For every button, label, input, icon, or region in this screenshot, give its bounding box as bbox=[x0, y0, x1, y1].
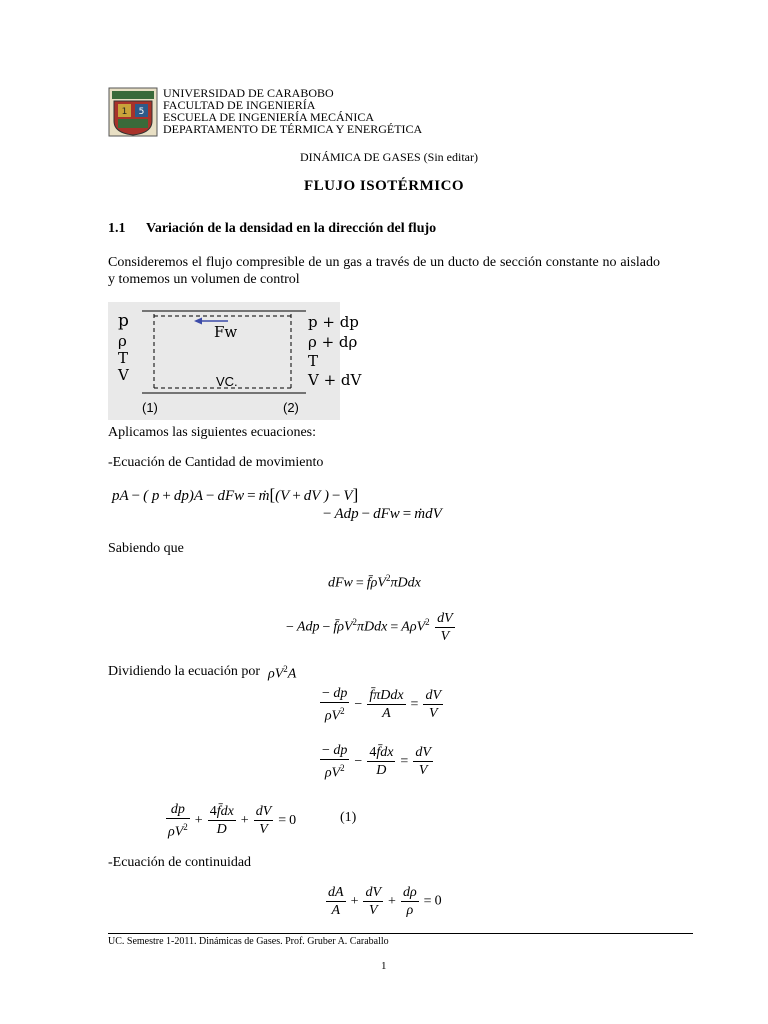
intro-paragraph: Consideremos el flujo compresible de un gas a través de un ducto de sección constante no aislado y tomemos un volumen de control bbox=[108, 255, 660, 287]
knowing-text: Sabiendo que bbox=[108, 541, 184, 556]
header-faculty: FACULTAD DE INGENIERÍA bbox=[163, 98, 316, 112]
momentum-heading: -Ecuación de Cantidad de movimiento bbox=[108, 455, 324, 470]
apply-text: Aplicamos las siguientes ecuaciones: bbox=[108, 425, 316, 440]
diagram-right-t: T bbox=[308, 352, 319, 370]
svg-text:5: 5 bbox=[138, 107, 145, 117]
header-school: ESCUELA DE INGENIERÍA MECÁNICA bbox=[163, 110, 374, 124]
document-subtitle: DINÁMICA DE GASES (Sin editar) bbox=[300, 150, 478, 164]
momentum-equation: pA − ( p + dp)A − dFw = ṁ[(V + dV ) − V] bbox=[112, 485, 359, 504]
header-department: DEPARTAMENTO DE TÉRMICA Y ENERGÉTICA bbox=[163, 122, 423, 136]
dividing-text: Dividiendo la ecuación por bbox=[108, 664, 261, 679]
friction-force-equation: dFw = $f̄\rho V^2\pi Ddx$ bbox=[328, 573, 421, 591]
page-title: FLUJO ISOTÉRMICO bbox=[304, 178, 465, 194]
divided-equation-1: $\frac{- dp}{\rho V^2}$ − $\frac{\text{f̄πDdx}}{A}$ = $\frac{dV}{V}$ bbox=[322, 686, 442, 724]
diagram-vc-label: VC. bbox=[216, 374, 238, 389]
momentum-equation-reduced: − Adp − dFw = ṁdV bbox=[323, 506, 442, 522]
footer-divider bbox=[108, 933, 693, 934]
equation-1-number: (1) bbox=[340, 810, 357, 825]
continuity-heading: -Ecuación de continuidad bbox=[108, 855, 252, 870]
diagram-right-rho: ρ + dρ bbox=[308, 333, 358, 351]
diagram-left-v: V bbox=[118, 366, 129, 384]
section-heading: Variación de la densidad en la dirección del flujo bbox=[146, 221, 437, 236]
header-university: UNIVERSIDAD DE CARABOBO bbox=[163, 86, 334, 100]
diagram-left-t: T bbox=[118, 349, 129, 367]
university-crest bbox=[108, 87, 158, 137]
diagram-section-2: (2) bbox=[283, 400, 299, 415]
continuity-equation: $\frac{dA}{A}$ + $\frac{dV}{V}$ + $\frac{d\rho}{\rho}$ = 0 bbox=[328, 885, 442, 918]
divided-equation-2: $\frac{- dp}{\rho V^2}$ − $\frac{4f̄dx}{D}$ = $\frac{dV}{V}$ bbox=[322, 743, 431, 781]
divisor-expression: $\rho V^2A$ bbox=[268, 664, 297, 682]
diagram-left-rho: ρ bbox=[118, 332, 127, 350]
diagram-section-1: (1) bbox=[142, 400, 158, 415]
page-number: 1 bbox=[381, 960, 387, 972]
equation-1: $\frac{dp}{\rho V^2}$ + $\frac{4f̄dx}{D}$ + $\frac{dV}{V}$ = 0 bbox=[168, 802, 297, 840]
diagram-force-label: Fw bbox=[214, 323, 238, 341]
section-number: 1.1 bbox=[108, 221, 126, 236]
diagram-right-v: V + dV bbox=[308, 371, 362, 389]
footer-text: UC. Semestre 1-2011. Dinámicas de Gases. Prof. Gruber A. Caraballo bbox=[108, 936, 389, 947]
control-volume-diagram bbox=[108, 302, 362, 420]
substituted-equation: − Adp − $f̄\rho V^2\pi Ddx = A\rho V^2$ $\frac{dV}{V}$ bbox=[286, 611, 453, 644]
diagram-right-p: p + dp bbox=[308, 313, 359, 331]
svg-text:1: 1 bbox=[121, 107, 128, 117]
diagram-left-p: p bbox=[118, 311, 129, 331]
